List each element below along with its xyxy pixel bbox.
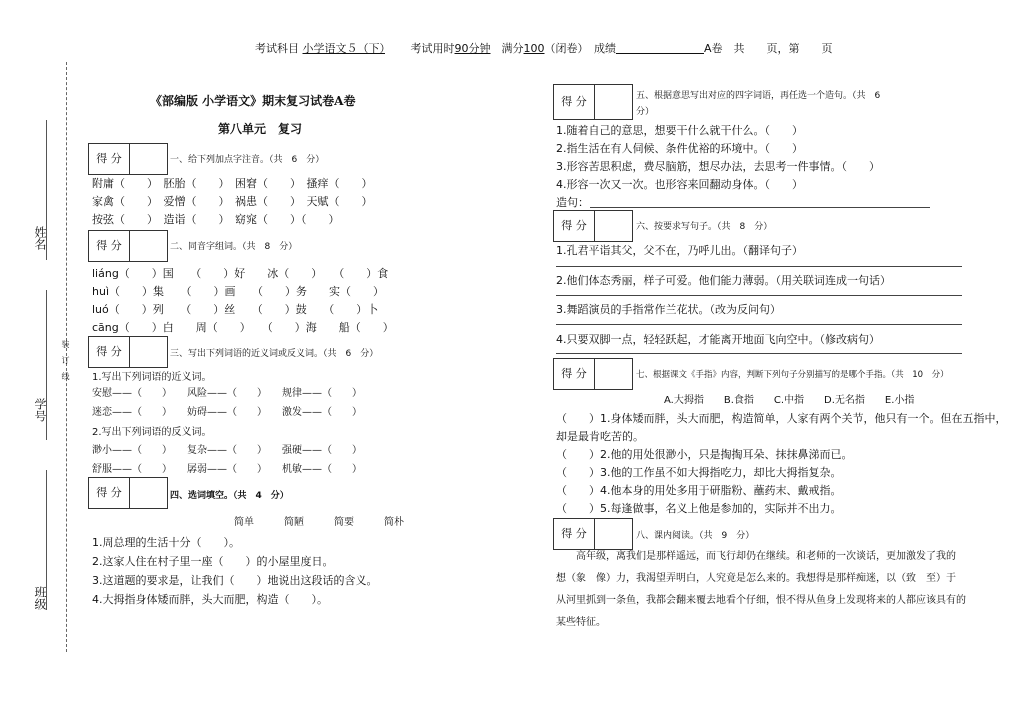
s3-row: 渺小——（ ） 复杂——（ ） 强硬——（ ） xyxy=(92,445,362,456)
s7-item: （ ）2.他的用处很渺小，只是掏掏耳朵、抹抹鼻涕而已。 xyxy=(556,448,853,461)
score-label: 得 分 xyxy=(89,337,130,367)
score-label: 得 分 xyxy=(554,85,595,119)
header-time-label: 考试用时 xyxy=(410,42,455,55)
s1-row: 按弦（ ） 造诣（ ） 窈窕（ ）（ ） xyxy=(92,213,340,226)
s7-options: A.大拇指 B.食指 C.中指 D.无名指 E.小指 xyxy=(664,395,915,406)
header-score: 100 xyxy=(523,42,545,55)
score-box-s2 xyxy=(88,230,168,262)
header-grade-label: 成绩 xyxy=(594,42,616,55)
s6-item: 2.他们体态秀丽，样子可爱。他们能力薄弱。（用关联词连成一句话） xyxy=(556,274,891,287)
s6-item: 1.孔君平诣其父，父不在，乃呼儿出。（翻译句子） xyxy=(556,244,803,257)
score-label: 得 分 xyxy=(554,359,595,389)
header-time: 90分钟 xyxy=(454,42,491,55)
s8-heading: 八、课内阅读。（共 9 分） xyxy=(636,531,755,541)
s1-heading: 一、给下列加点字注音。（共 6 分） xyxy=(170,155,325,165)
id-label: 学号 xyxy=(33,398,47,422)
s4-item: 3.这道题的要求是，让我们（ ）地说出这段话的含义。 xyxy=(92,574,378,587)
s8-passage-line: 想（象 像）力，我渴望弄明白，人究竟是怎么来的。我想得是那样痴迷，以（致 至）于 xyxy=(556,573,956,584)
score-box-s1 xyxy=(88,143,168,175)
exam-header xyxy=(255,40,833,56)
s5-item: 2.指生活在有人伺候、条件优裕的环境中。（ ） xyxy=(556,142,803,155)
score-label: 得 分 xyxy=(554,211,595,241)
s5-item: 3.形容苦思积虑，费尽脑筋，想尽办法，去思考一件事情。（ ） xyxy=(556,160,880,173)
class-label: 班级 xyxy=(33,586,47,610)
s5-make-sentence: 造句： xyxy=(556,196,589,209)
s4-item: 2.这家人住在村子里一座（ ）的小屋里度日。 xyxy=(92,555,334,568)
s7-heading: 七、根据课文《手指》内容，判断下列句子分别描写的是哪个手指。（共 10 分） xyxy=(636,370,949,380)
score-label: 得 分 xyxy=(89,478,130,508)
s3-heading: 三、写出下列词语的近义词或反义词。（共 6 分） xyxy=(170,349,379,359)
s7-item: 却是最肯吃苦的。 xyxy=(556,430,644,443)
score-box-s3 xyxy=(88,336,168,368)
score-label: 得 分 xyxy=(89,231,130,261)
header-score-label: 满分 xyxy=(501,42,524,55)
s4-item: 4.大拇指身体矮而胖，头大而肥，构造（ ）。 xyxy=(92,593,328,606)
score-box-s4 xyxy=(88,477,168,509)
s8-passage-line: 从河里抓到一条鱼，我都会翻来覆去地看个仔细，恨不得从鱼身上发现将来的人都应该具有的 xyxy=(556,595,966,606)
answer-line xyxy=(556,324,962,325)
s7-item: （ ）3.他的工作虽不如大拇指吃力，却比大拇指复杂。 xyxy=(556,466,842,479)
s5-item: 1.随着自己的意思，想要干什么就干什么。（ ） xyxy=(556,124,803,137)
s4-item: 1.周总理的生活十分（ ）。 xyxy=(92,536,240,549)
s3-row: 迷恋——（ ） 妨碍——（ ） 激发——（ ） xyxy=(92,407,362,418)
s2-row: liáng（ ）国 （ ）好 冰（ ） （ ）食 xyxy=(92,267,389,280)
s3-sub2: 2.写出下列词语的反义词。 xyxy=(92,427,212,438)
s3-sub1: 1.写出下列词语的近义词。 xyxy=(92,372,212,383)
s4-word-bank: 简单 简陋 简要 简朴 xyxy=(234,517,404,528)
exam-title: 《部编版 小学语文》期末复习试卷A卷 xyxy=(150,94,356,108)
header-grade-blank xyxy=(616,42,704,55)
answer-line xyxy=(590,207,930,208)
s2-heading: 二、同音字组词。（共 8 分） xyxy=(170,242,298,252)
score-box-s6 xyxy=(553,210,633,242)
score-box-s5 xyxy=(553,84,633,120)
s6-heading: 六、按要求写句子。（共 8 分） xyxy=(636,222,773,232)
name-label: 姓名 xyxy=(33,226,47,250)
answer-line xyxy=(556,295,962,296)
s8-passage-line: 高年级，离我们是那样遥远，而飞行却仍在继续。和老师的一次谈话，更加激发了我的 xyxy=(556,551,956,562)
s2-row: luó（ ）列 （ ）丝 （ ）鼓 （ ）卜 xyxy=(92,303,379,316)
answer-line xyxy=(556,353,962,354)
s5-item: 4.形容一次又一次。也形容来回翻动身体。（ ） xyxy=(556,178,803,191)
s1-row: 家禽（ ） 爱憎（ ） 祸患（ ） 天赋（ ） xyxy=(92,195,373,208)
s7-item: （ ）1.身体矮而胖，头大而肥，构造简单，人家有两个关节，他只有一个。但在五指中， xyxy=(556,412,1007,425)
s7-item: （ ）5.每逢做事，名义上他是参加的，实际并不出力。 xyxy=(556,502,842,515)
score-box-s7 xyxy=(553,358,633,390)
s4-heading: 四、选词填空。（共 4 分） xyxy=(170,491,289,501)
s5-heading-cont: 分） xyxy=(636,107,655,117)
s7-item: （ ）4.他本身的用处多用于研脂粉、蘸药末、戴戒指。 xyxy=(556,484,842,497)
unit-title: 第八单元 复习 xyxy=(218,122,303,136)
s6-item: 3.舞蹈演员的手指常作兰花状。（改为反问句） xyxy=(556,303,781,316)
s3-row: 安慰——（ ） 风险——（ ） 规律——（ ） xyxy=(92,388,362,399)
s6-item: 4.只要双脚一点，轻轻跃起，才能离开地面飞向空中。（修改病句） xyxy=(556,333,880,346)
score-label: 得 分 xyxy=(89,144,130,174)
s2-row: huì（ ）集 （ ）画 （ ）务 实（ ） xyxy=(92,285,384,298)
score-label: 得 分 xyxy=(554,519,595,549)
header-subject-label: 考试科目 xyxy=(255,42,299,55)
header-closed: （闭卷） xyxy=(544,42,583,55)
s3-row: 舒服——（ ） 孱弱——（ ） 机敏——（ ） xyxy=(92,464,362,475)
s8-passage-line: 某些特征。 xyxy=(556,617,606,628)
answer-line xyxy=(556,266,962,267)
binding-label: 装 订 线 xyxy=(61,340,70,380)
header-pages: A卷 共 页，第 页 xyxy=(704,42,833,55)
s2-row: cāng（ ）白 周（ ） （ ）海 船（ ） xyxy=(92,321,394,334)
s1-row: 附庸（ ） 胚胎（ ） 困窘（ ） 搔痒（ ） xyxy=(92,177,373,190)
s5-heading: 五、根据意思写出对应的四字词语，再任选一个造句。（共 6 xyxy=(636,91,881,101)
header-subject: 小学语文５（下） xyxy=(302,42,385,55)
